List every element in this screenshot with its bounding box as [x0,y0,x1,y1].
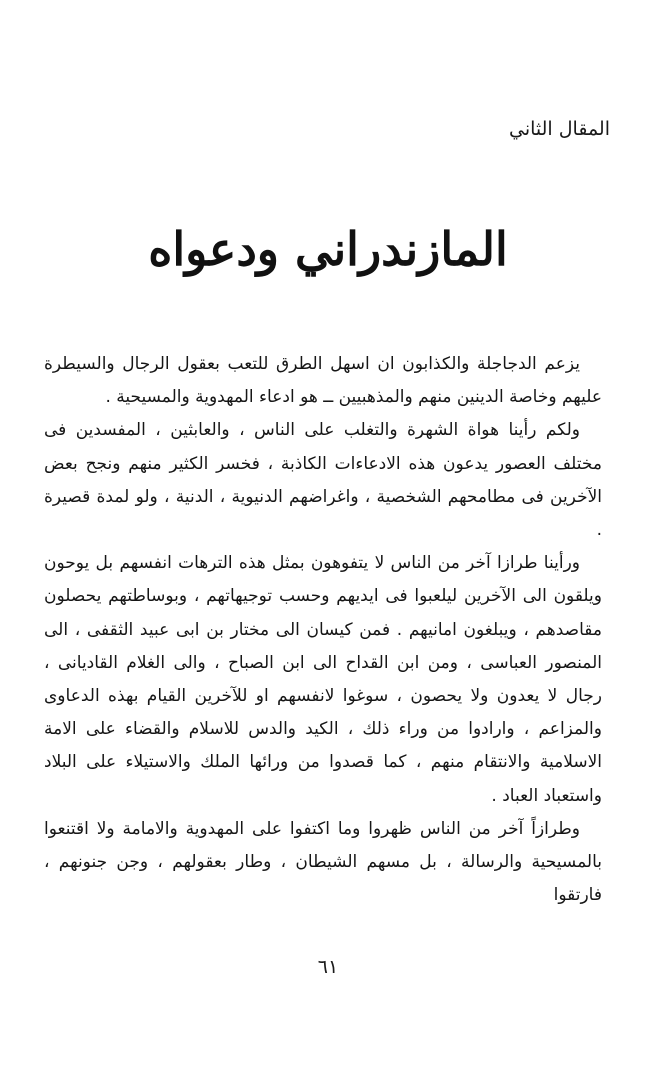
chapter-title: المازندراني ودعواه [148,222,508,276]
paragraph: ورأينا طرازا آخر من الناس لا يتفوهون بمثل هذه الترهات انفسهم بل يوحون ويلقون الى الآخرين ليلعبوا فى ايديهم وحسب توجيهاتهم ، وبوساطتهم يحصلون مقاصدهم ، ويبلغون امانيهم . فمن كيسان الى مختار بن ابى عبيد الثقفى ، الى المنصور العباسى ، ومن ابن القداح الى ابن الصباح ، والى الغلام القاديانى ، رجال لا يعدون ولا يحصون ، سوغوا لانفسهم او للآخرين القيام بهذه الدعاوى والمزاعم ، وارادوا من وراء ذلك ، الكيد والدس للاسلام والقضاء على الامة الاسلامية والانتقام منهم ، كما قصدوا من ورائها الملك والاستيلاء على البلاد واستعباد العباد . [44,553,602,806]
page-number: ٦١ [317,956,339,978]
paragraph: وطرازاً آخر من الناس ظهروا وما اكتفوا على المهدوية والامامة ولا اقتنعوا بالمسيحية والرسالة ، بل مسهم الشيطان ، وطار بعقولهم ، وجن جنونهم ، فارتقوا [44,818,602,906]
paragraph: ولكم رأينا هواة الشهرة والتغلب على الناس ، والعابثين ، المفسدين فى مختلف العصور يدعون هذه الادعاءات الكاذبة ، فخسر الكثير منهم ونجح بعض الآخرين فى مطامحهم الشخصية ، واغراضهم الدنيوية ، الدنية ، ولو لمدة قصيرة . [44,420,602,541]
running-header: المقال الثاني [508,118,610,140]
body-text [44,348,602,912]
paragraph: يزعم الدجاجلة والكذابون ان اسهل الطرق للتعب بعقول الرجال والسيطرة عليهم وخاصة الدينين منهم والمذهبيين ــ هو ادعاء المهدوية والمسيحية . [44,354,602,408]
